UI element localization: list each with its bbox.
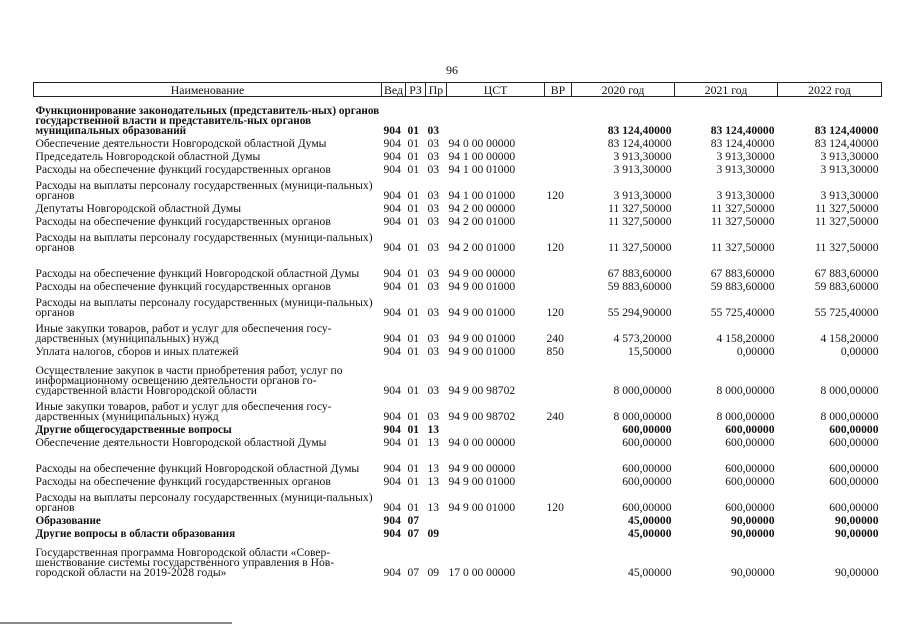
cell-ved: 904 [383,565,401,579]
cell-2020: 600,00000 [622,500,672,514]
cell-pr: 13 [427,461,440,475]
cell-cst [447,97,545,136]
cell-2022: 600,00000 [829,435,879,449]
cell-ved: 904 [383,136,401,150]
cell-2020: 83 124,40000 [607,136,672,150]
cell-vr [545,513,572,526]
cell-pr: 03 [427,123,440,137]
cell-cst: 94 9 00 01000 [448,305,516,319]
cell-2021: 3 913,30000 [716,162,775,176]
cell-ved: 904 [383,188,401,202]
cell-pr: 13 [427,422,440,436]
cell-cst: 17 0 00 00000 [448,565,516,579]
cell-pr: 03 [427,136,440,150]
cell-2022: 600,00000 [829,422,879,436]
cell-2021: 3 913,30000 [716,149,775,163]
cell-2021: 90,00000 [731,513,775,527]
cell-2020: 11 327,50000 [608,240,672,254]
cell-name: Иные закупки товаров, работ и услуг для обеспечения госу-дарственных (муниципальных) нужд [35,399,332,422]
header-cst: ЦСТ [447,83,545,97]
cell-rz: 01 [407,214,420,228]
cell-2022: 59 883,60000 [814,279,879,293]
cell-vr [545,448,572,474]
cell-2021: 83 124,40000 [710,123,775,137]
cell-rz: 01 [407,435,420,449]
table-row [34,474,882,487]
cell-2021: 8 000,00000 [716,383,775,397]
cell-vr [545,422,572,435]
cell-2020: 8 000,00000 [613,409,672,423]
cell-vr [545,435,572,448]
cell-cst: 94 2 00 00000 [448,201,516,215]
header-2021: 2021 год [675,83,778,97]
cell-cst: 94 9 00 00000 [448,266,516,280]
cell-2022: 90,00000 [835,565,879,579]
cell-name: Другие вопросы в области образования [35,527,236,539]
cell-2021: 0,00000 [736,344,775,358]
cell-rz: 07 [407,526,420,540]
cell-vr [545,201,572,214]
cell-2022: 83 124,40000 [814,136,879,150]
cell-ved: 904 [383,344,401,358]
budget-table [33,82,882,578]
cell-2022: 11 327,50000 [815,201,879,215]
cell-2020: 11 327,50000 [608,214,672,228]
cell-cst [447,513,545,526]
cell-cst [447,422,545,435]
cell-ved: 904 [383,149,401,163]
cell-pr: 09 [427,565,440,579]
cell-2020: 11 327,50000 [608,201,672,215]
cell-pr: 03 [427,240,440,254]
cell-2020: 4 573,20000 [613,331,672,345]
cell-2020: 3 913,30000 [613,162,672,176]
header-2020: 2020 год [572,83,675,97]
cell-vr: 240 [546,409,564,423]
cell-2021: 600,00000 [725,500,775,514]
cell-cst: 94 9 00 01000 [448,331,516,345]
table-row [34,292,882,318]
cell-name: Расходы на выплаты персоналу государственных (муници-пальных) органов [35,295,373,318]
table-row [34,97,882,136]
cell-2022: 3 913,30000 [820,149,879,163]
cell-ved: 904 [383,383,401,397]
cell-2022: 11 327,50000 [815,214,879,228]
cell-name: Уплата налогов, сборов и иных платежей [35,344,239,357]
table-row [34,279,882,292]
cell-2021: 600,00000 [725,474,775,488]
cell-vr [545,214,572,227]
cell-2021: 59 883,60000 [710,279,775,293]
cell-2021: 3 913,30000 [716,188,775,202]
cell-pr: 03 [427,383,440,397]
cell-ved: 904 [383,162,401,176]
cell-name: Государственная программа Новгородской области «Совер-шенствование системы государственного управления в Нов-городской области на 2019-2028 годы» [35,545,335,578]
cell-2022: 600,00000 [829,461,879,475]
table-row [34,435,882,448]
cell-2020: 15,50000 [628,344,672,358]
cell-name: Расходы на обеспечение функций Новгородской областной Думы [35,461,360,474]
cell-pr: 03 [427,279,440,293]
cell-cst: 94 9 00 00000 [448,461,516,475]
cell-2022: 4 158,20000 [820,331,879,345]
cell-2022: 0,00000 [840,344,879,358]
cell-ved: 904 [383,500,401,514]
header-rz: РЗ [406,83,426,97]
cell-ved: 904 [383,409,401,423]
cell-rz: 01 [407,461,420,475]
cell-cst: 94 0 00 00000 [448,136,516,150]
cell-name: Расходы на обеспечение функций государственных органов [35,162,331,175]
cell-vr [545,149,572,162]
cell-2021: 600,00000 [725,461,775,475]
cell-pr: 03 [427,331,440,345]
cell-2021: 90,00000 [731,526,775,540]
cell-2021: 11 327,50000 [711,240,775,254]
cell-ved: 904 [383,279,401,293]
cell-vr [545,97,572,136]
table-row [34,422,882,435]
cell-2022: 11 327,50000 [815,240,879,254]
cell-ved: 904 [383,214,401,228]
cell-pr: 03 [427,149,440,163]
table-row [34,136,882,149]
table-row [34,526,882,539]
cell-pr: 03 [427,409,440,423]
cell-pr: 13 [427,474,440,488]
table-row [34,214,882,227]
cell-2021: 90,00000 [731,565,775,579]
cell-ved: 904 [383,513,401,527]
cell-2020: 600,00000 [622,422,672,436]
cell-vr: 850 [546,344,564,358]
cell-2022: 3 913,30000 [820,162,879,176]
cell-cst: 94 1 00 01000 [448,162,516,176]
table-header-row [34,83,882,97]
cell-2021: 600,00000 [725,435,775,449]
cell-name: Расходы на выплаты персоналу государственных (муници-пальных) органов [35,178,373,201]
table-row [34,162,882,175]
cell-2021: 8 000,00000 [716,409,775,423]
cell-2022: 8 000,00000 [820,409,879,423]
cell-cst: 94 2 00 01000 [448,214,516,228]
cell-cst: 94 9 00 98702 [448,383,516,397]
cell-vr: 120 [546,500,564,514]
cell-2020: 600,00000 [622,435,672,449]
header-name: Наименование [34,83,382,97]
cell-2022: 90,00000 [835,513,879,527]
cell-ved: 904 [383,331,401,345]
header-pr: Пр [426,83,447,97]
cell-2020: 600,00000 [622,474,672,488]
cell-name: Иные закупки товаров, работ и услуг для обеспечения госу-дарственных (муниципальных) нужд [35,321,332,344]
cell-2022: 90,00000 [835,526,879,540]
cell-2020: 45,00000 [628,565,672,579]
cell-rz: 01 [407,240,420,254]
cell-rz: 01 [407,149,420,163]
cell-2022: 83 124,40000 [814,123,879,137]
cell-2021: 600,00000 [725,422,775,436]
header-ved: Вед [382,83,406,97]
cell-pr [426,513,447,526]
table-row [34,201,882,214]
cell-2022: 3 913,30000 [820,188,879,202]
cell-ved: 904 [383,123,401,137]
cell-ved: 904 [383,201,401,215]
cell-pr: 13 [427,500,440,514]
cell-2020: 55 294,90000 [607,305,672,319]
cell-name: Депутаты Новгородской областной Думы [35,201,241,214]
page-number: 96 [446,63,458,77]
cell-ved: 904 [383,240,401,254]
cell-pr: 13 [427,435,440,449]
cell-2020: 83 124,40000 [607,123,672,137]
cell-2021: 11 327,50000 [711,201,775,215]
cell-cst: 94 9 00 01000 [448,344,516,358]
table-row [34,513,882,526]
cell-vr: 240 [546,331,564,345]
cell-vr [545,279,572,292]
cell-name: Расходы на обеспечение функций государственных органов [35,214,331,227]
cell-2020: 45,00000 [628,513,672,527]
cell-pr: 03 [427,201,440,215]
scan-edge-line [0,622,232,624]
cell-2022: 67 883,60000 [814,266,879,280]
cell-cst: 94 1 00 00000 [448,149,516,163]
header-vr: ВР [545,83,572,97]
cell-ved: 904 [383,305,401,319]
cell-ved: 904 [383,266,401,280]
cell-rz: 01 [407,383,420,397]
cell-rz: 01 [407,500,420,514]
cell-cst: 94 1 00 01000 [448,188,516,202]
cell-rz: 01 [407,305,420,319]
table-row [34,175,882,201]
cell-rz: 01 [407,474,420,488]
cell-vr: 120 [546,305,564,319]
cell-2022: 8 000,00000 [820,383,879,397]
cell-rz: 01 [407,123,420,137]
cell-cst: 94 0 00 00000 [448,435,516,449]
cell-cst: 94 2 00 01000 [448,240,516,254]
cell-2021: 83 124,40000 [710,136,775,150]
cell-name: Обеспечение деятельности Новгородской областной Думы [35,136,327,149]
cell-ved: 904 [383,461,401,475]
table-row [34,448,882,474]
cell-pr: 03 [427,266,440,280]
cell-rz: 01 [407,136,420,150]
table-row [34,357,882,396]
cell-2022: 600,00000 [829,500,879,514]
cell-name: Осуществление закупок в части приобретения работ, услуг по информационному освещению деятельности органов го-сударственной власти Новгородской области [35,363,343,396]
cell-vr [545,539,572,578]
cell-2022: 55 725,40000 [814,305,879,319]
cell-vr [545,526,572,539]
cell-2020: 45,00000 [628,526,672,540]
cell-ved: 904 [383,526,401,540]
cell-rz: 01 [407,266,420,280]
cell-2021: 55 725,40000 [710,305,775,319]
cell-2020: 8 000,00000 [613,383,672,397]
cell-2020: 3 913,30000 [613,149,672,163]
cell-rz: 07 [407,513,420,527]
cell-rz: 01 [407,409,420,423]
table-row [34,487,882,513]
cell-name: Расходы на обеспечение функций государственных органов [35,279,331,292]
cell-vr: 120 [546,188,564,202]
cell-rz: 01 [407,279,420,293]
cell-2021: 67 883,60000 [710,266,775,280]
cell-rz: 01 [407,422,420,436]
cell-vr [545,253,572,279]
table-row [34,227,882,253]
cell-name: Обеспечение деятельности Новгородской областной Думы [35,435,327,448]
table-body [34,97,882,578]
cell-cst: 94 9 00 01000 [448,279,516,293]
cell-rz: 01 [407,188,420,202]
cell-name: Функционирование законодательных (представитель-ных) органов государственной власти и представитель-ных органов муниципальных образований [35,104,380,136]
header-2022: 2022 год [778,83,882,97]
table-row [34,344,882,357]
table-row [34,539,882,578]
cell-rz: 01 [407,162,420,176]
cell-cst: 94 9 00 98702 [448,409,516,423]
table-row [34,396,882,422]
cell-name: Расходы на обеспечение функций Новгородской областной Думы [35,266,360,279]
cell-cst: 94 9 00 01000 [448,500,516,514]
cell-ved: 904 [383,422,401,436]
cell-2020: 59 883,60000 [607,279,672,293]
cell-2020: 67 883,60000 [607,266,672,280]
cell-pr: 03 [427,344,440,358]
cell-cst [447,526,545,539]
cell-vr [545,474,572,487]
table-row [34,149,882,162]
table-row [34,253,882,279]
cell-2020: 3 913,30000 [613,188,672,202]
cell-rz: 07 [407,565,420,579]
cell-pr: 03 [427,188,440,202]
cell-pr: 03 [427,214,440,228]
cell-rz: 01 [407,201,420,215]
cell-name: Расходы на выплаты персоналу государственных (муници-пальных) органов [35,230,373,253]
table-row [34,318,882,344]
cell-name: Другие общегосударственные вопросы [35,423,232,435]
cell-rz: 01 [407,344,420,358]
cell-name: Председатель Новгородской областной Думы [35,149,261,162]
cell-vr [545,357,572,396]
cell-rz: 01 [407,331,420,345]
cell-ved: 904 [383,435,401,449]
cell-2021: 4 158,20000 [716,331,775,345]
cell-2021: 11 327,50000 [711,214,775,228]
cell-name: Расходы на выплаты персоналу государственных (муници-пальных) органов [35,490,373,513]
cell-vr [545,136,572,149]
cell-vr: 120 [546,240,564,254]
cell-pr: 09 [427,526,440,540]
cell-name: Образование [35,514,101,526]
cell-ved: 904 [383,474,401,488]
cell-2020: 600,00000 [622,461,672,475]
cell-vr [545,162,572,175]
cell-name: Расходы на обеспечение функций государственных органов [35,474,331,487]
cell-cst: 94 9 00 01000 [448,474,516,488]
cell-pr: 03 [427,305,440,319]
cell-2022: 600,00000 [829,474,879,488]
cell-pr: 03 [427,162,440,176]
